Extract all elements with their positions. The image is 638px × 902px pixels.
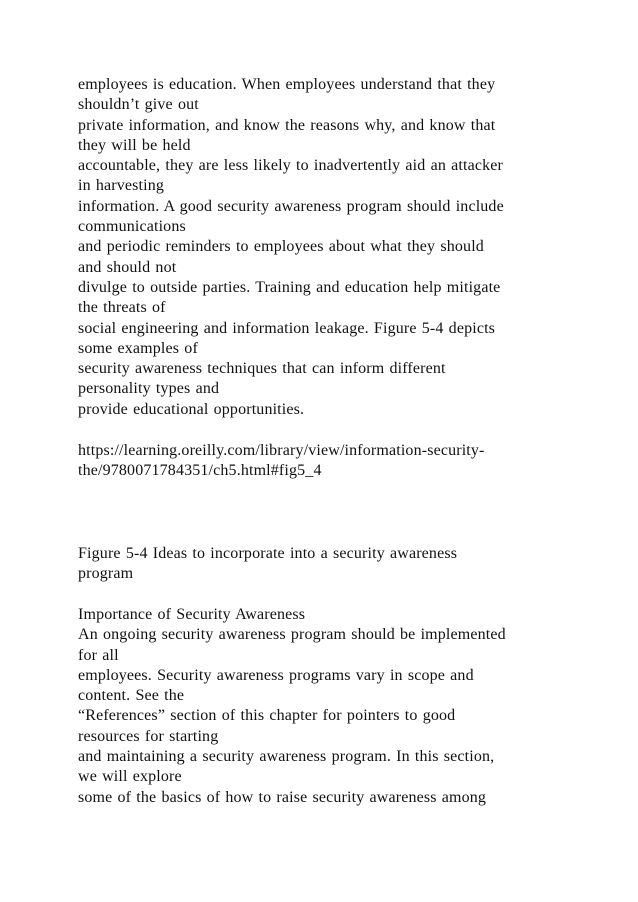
paragraph-line: employees is education. When employees understand that they (78, 76, 496, 93)
paragraph-line: content. See the (78, 687, 185, 705)
paragraph-line: we will explore (78, 768, 182, 786)
paragraph-line: “References” section of this chapter for pointers to good (78, 707, 456, 725)
section-importance-of-security-awareness (78, 605, 578, 808)
paragraph-line: divulge to outside parties. Training and education help mitigate (78, 278, 501, 296)
paragraph-line: resources for starting (78, 727, 219, 745)
figure-caption (78, 544, 578, 585)
paragraph-line: and periodic reminders to employees about what they should (78, 238, 484, 256)
reference-url[interactable] (78, 441, 578, 482)
paragraph-line: private information, and know the reasons why, and know that (78, 116, 496, 134)
paragraph-line: employees. Security awareness programs vary in scope and (78, 666, 474, 684)
url-line[interactable]: the/9780071784351/ch5.html#fig5_4 (78, 462, 322, 480)
section-heading: Importance of Security Awareness (78, 606, 306, 623)
paragraph-line: provide educational opportunities. (78, 400, 305, 418)
paragraph-line: communications (78, 218, 186, 236)
caption-line: Figure 5-4 Ideas to incorporate into a security awareness (78, 545, 458, 562)
paragraph-line: social engineering and information leakage. Figure 5-4 depicts (78, 319, 496, 337)
url-line[interactable]: https://learning.oreilly.com/library/view/information-security- (78, 442, 485, 459)
paragraph-line: the threats of (78, 299, 166, 317)
paragraph-line: some examples of (78, 339, 198, 357)
paragraph-line: security awareness techniques that can inform different (78, 360, 446, 378)
paragraph-line: personality types and (78, 380, 220, 398)
paragraph-line: accountable, they are less likely to inadvertently aid an attacker (78, 157, 503, 175)
paragraph-line: and maintaining a security awareness program. In this section, (78, 748, 495, 766)
paragraph-line: shouldn’t give out (78, 96, 199, 114)
paragraph-line: for all (78, 646, 119, 664)
paragraph-line: some of the basics of how to raise security awareness among (78, 788, 487, 806)
paragraph-line: An ongoing security awareness program should be implemented (78, 626, 506, 644)
paragraph-line: information. A good security awareness program should include (78, 197, 504, 215)
paragraph-line: they will be held (78, 136, 191, 154)
caption-line: program (78, 565, 134, 583)
paragraph-line: in harvesting (78, 177, 165, 195)
body-paragraph-1 (78, 75, 578, 420)
paragraph-line: and should not (78, 258, 177, 276)
